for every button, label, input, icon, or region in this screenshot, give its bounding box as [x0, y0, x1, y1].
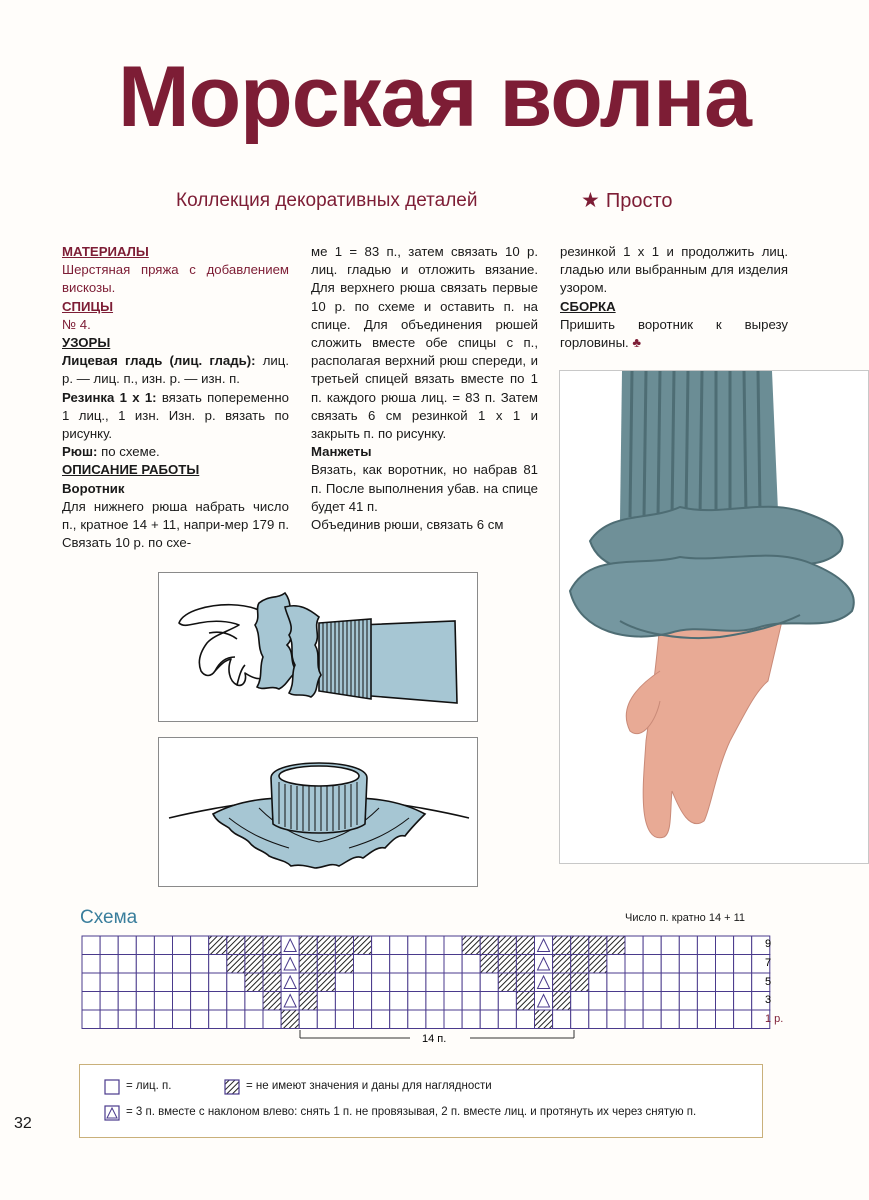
- collar-illustration: [158, 737, 478, 887]
- chart-cell-knit: [354, 992, 372, 1011]
- chart-cell-knit: [426, 936, 444, 955]
- collar-heading: Воротник: [62, 480, 125, 496]
- chart-cell-knit: [462, 1010, 480, 1029]
- chart-cell-knit: [498, 1010, 516, 1029]
- chart-cell-knit: [625, 992, 643, 1011]
- chart-cell-hatched: [516, 973, 534, 992]
- collar-text: Для нижнего рюша набрать число п., кратное 14 + 11, напри-мер 179 п. Связать 10 р. по схе-: [62, 498, 289, 551]
- chart-cell-hatched: [263, 936, 281, 955]
- chart-cell-knit: [354, 973, 372, 992]
- chart-cell-hatched: [480, 936, 498, 955]
- chart-cell-hatched: [480, 955, 498, 974]
- chart-cell-knit: [679, 955, 697, 974]
- chart-cell-knit: [697, 955, 715, 974]
- patterns-heading: УЗОРЫ: [62, 335, 111, 351]
- chart-cell-knit: [408, 973, 426, 992]
- chart-cell-hatched: [299, 936, 317, 955]
- chart-cell-knit: [444, 936, 462, 955]
- chart-cell-knit: [136, 973, 154, 992]
- chart-cell-hatched: [299, 973, 317, 992]
- chart-cell-knit: [697, 973, 715, 992]
- chart-cell-knit: [426, 1010, 444, 1029]
- chart-cell-hatched: [516, 936, 534, 955]
- chart-cell-knit: [118, 955, 136, 974]
- chart-cell-knit: [444, 1010, 462, 1029]
- chart-cell-hatched: [227, 936, 245, 955]
- chart-cell-knit: [661, 992, 679, 1011]
- chart-cell-knit: [426, 992, 444, 1011]
- stitch-multiple: Число п. кратно 14 + 11: [625, 912, 746, 924]
- chart-cell-knit: [643, 973, 661, 992]
- row-label-9: 9: [765, 938, 772, 950]
- chart-cell-knit: [516, 1010, 534, 1029]
- chart-cell-knit: [209, 992, 227, 1011]
- chart-cell-knit: [154, 955, 172, 974]
- chart-cell-knit: [82, 973, 100, 992]
- club-icon: ♣: [632, 335, 642, 351]
- chart-cell-hatched: [516, 992, 534, 1011]
- assembly-text: Пришить воротник к вырезу горловины.: [560, 316, 788, 351]
- chart-cell-hatched: [516, 955, 534, 974]
- star-icon: ★: [581, 189, 600, 212]
- chart-cell-hatched: [209, 936, 227, 955]
- chart-cell-knit: [154, 1010, 172, 1029]
- chart-cell-knit: [607, 973, 625, 992]
- chart-cell-knit: [173, 955, 191, 974]
- chart-cell-knit: [118, 992, 136, 1011]
- cuffs-text: Вязать, как воротник, но набрав 81 п. После выполнения убав. на спице будет 41 п.: [311, 462, 538, 514]
- chart-cell-knit: [390, 936, 408, 955]
- chart-cell-knit: [299, 1010, 317, 1029]
- cuffs-heading: Манжеты: [311, 444, 372, 460]
- work-heading: ОПИСАНИЕ РАБОТЫ: [62, 462, 200, 478]
- chart-cell-knit: [100, 992, 118, 1011]
- chart-cell-knit: [498, 992, 516, 1011]
- chart-cell-hatched: [317, 973, 335, 992]
- chart-cell-hatched: [535, 1010, 553, 1029]
- chart-cell-knit: [462, 992, 480, 1011]
- chart-cell-knit: [661, 973, 679, 992]
- needles-heading: СПИЦЫ: [62, 298, 114, 314]
- chart-cell-knit: [154, 973, 172, 992]
- chart-cell-knit: [100, 955, 118, 974]
- chart-cell-knit: [480, 992, 498, 1011]
- chart-cell-hatched: [317, 955, 335, 974]
- chart-cell-hatched: [589, 936, 607, 955]
- chart-cell-knit: [444, 955, 462, 974]
- decrease-symbol-icon: [104, 1105, 120, 1121]
- chart-cell-hatched: [571, 973, 589, 992]
- chart-cell-knit: [82, 936, 100, 955]
- chart-cell-hatched: [245, 973, 263, 992]
- chart-cell-knit: [625, 955, 643, 974]
- chart-cell-knit: [136, 936, 154, 955]
- chart-cell-knit: [209, 1010, 227, 1029]
- chart-cell-knit: [227, 992, 245, 1011]
- stockinette-label: Лицевая гладь (лиц. гладь):: [62, 353, 256, 369]
- chart-cell-knit: [408, 992, 426, 1011]
- chart-cell-hatched: [354, 936, 372, 955]
- chart-cell-knit: [679, 1010, 697, 1029]
- ruffle-label: Рюш:: [62, 444, 98, 460]
- knit-symbol-icon: [104, 1079, 120, 1095]
- chart-cell-hatched: [299, 955, 317, 974]
- chart-cell-knit: [697, 992, 715, 1011]
- chart-cell-knit: [82, 992, 100, 1011]
- chart-cell-knit: [100, 1010, 118, 1029]
- chart-cell-hatched: [553, 992, 571, 1011]
- ruffle-text: по схеме.: [101, 444, 160, 460]
- chart-cell-knit: [462, 973, 480, 992]
- chart-cell-knit: [408, 955, 426, 974]
- chart-cell-knit: [317, 1010, 335, 1029]
- chart-cell-hatched: [227, 955, 245, 974]
- chart-cell-knit: [480, 1010, 498, 1029]
- row-label-5: 5: [765, 976, 772, 988]
- chart-cell-hatched: [553, 973, 571, 992]
- chart-cell-knit: [390, 1010, 408, 1029]
- chart-cell-knit: [118, 1010, 136, 1029]
- rib-text: вязать попеременно 1 лиц., 1 изн. Изн. р. вязать по рисунку.: [62, 389, 289, 442]
- chart-cell-knit: [734, 1010, 752, 1029]
- chart-cell-knit: [209, 973, 227, 992]
- page-title: Морская волна: [117, 49, 751, 145]
- chart-cell-knit: [426, 955, 444, 974]
- legend-no-meaning: = не имеют значения и даны для наглядности: [246, 1080, 492, 1092]
- text-column-2: [311, 243, 538, 534]
- chart-cell-knit: [444, 992, 462, 1011]
- chart-cell-hatched: [281, 1010, 299, 1029]
- chart-cell-knit: [317, 992, 335, 1011]
- chart-cell-knit: [571, 1010, 589, 1029]
- schema-title: Схема: [80, 907, 138, 928]
- chart-cell-knit: [679, 992, 697, 1011]
- chart-cell-knit: [390, 992, 408, 1011]
- chart-cell-knit: [734, 936, 752, 955]
- chart-cell-knit: [154, 992, 172, 1011]
- chart-cell-knit: [661, 1010, 679, 1029]
- chart-cell-knit: [716, 1010, 734, 1029]
- text-column-1: [62, 243, 289, 552]
- chart-cell-knit: [589, 992, 607, 1011]
- collar-drawing: [159, 738, 477, 886]
- chart-cell-knit: [82, 955, 100, 974]
- chart-cell-knit: [426, 973, 444, 992]
- chart-cell-knit: [607, 992, 625, 1011]
- chart-cell-knit: [716, 936, 734, 955]
- chart-cell-hatched: [462, 936, 480, 955]
- chart-cell-knit: [643, 955, 661, 974]
- chart-cell-knit: [589, 1010, 607, 1029]
- cuff-drawing: [159, 573, 477, 721]
- chart-cell-knit: [136, 955, 154, 974]
- chart-cell-hatched: [335, 955, 353, 974]
- legend-box: [79, 1064, 763, 1138]
- row-label-1: 1 р.: [765, 1013, 784, 1025]
- chart-cell-knit: [372, 992, 390, 1011]
- chart-cell-knit: [625, 936, 643, 955]
- legend-knit: = лиц. п.: [126, 1080, 172, 1092]
- chart-cell-knit: [173, 973, 191, 992]
- materials-heading: МАТЕРИАЛЫ: [62, 244, 149, 259]
- chart-cell-knit: [100, 973, 118, 992]
- knitting-chart: [70, 930, 800, 1050]
- chart-cell-hatched: [263, 955, 281, 974]
- chart-cell-hatched: [263, 973, 281, 992]
- chart-cell-knit: [335, 1010, 353, 1029]
- chart-cell-knit: [697, 1010, 715, 1029]
- chart-cell-knit: [643, 1010, 661, 1029]
- chart-cell-hatched: [498, 955, 516, 974]
- chart-cell-knit: [191, 992, 209, 1011]
- chart-cell-hatched: [299, 992, 317, 1011]
- chart-cell-hatched: [335, 936, 353, 955]
- chart-cell-knit: [191, 955, 209, 974]
- cuffs-text-2: Объединив рюши, связать 6 см: [311, 517, 504, 533]
- chart-cell-knit: [734, 955, 752, 974]
- chart-cell-hatched: [498, 936, 516, 955]
- chart-cell-knit: [661, 936, 679, 955]
- chart-cell-knit: [136, 992, 154, 1011]
- chart-cell-knit: [643, 992, 661, 1011]
- page-number: 32: [14, 1115, 32, 1132]
- chart-cell-knit: [589, 973, 607, 992]
- chart-cell-knit: [480, 973, 498, 992]
- chart-cell-knit: [118, 973, 136, 992]
- chart-cell-knit: [679, 973, 697, 992]
- chart-cell-knit: [643, 936, 661, 955]
- chart-cell-knit: [191, 973, 209, 992]
- chart-cell-knit: [390, 973, 408, 992]
- chart-cell-hatched: [553, 936, 571, 955]
- row-label-7: 7: [765, 957, 772, 969]
- chart-cell-knit: [607, 1010, 625, 1029]
- chart-cell-hatched: [607, 936, 625, 955]
- chart-cell-knit: [227, 1010, 245, 1029]
- difficulty-label: Просто: [605, 190, 673, 212]
- chart-cell-knit: [354, 955, 372, 974]
- chart-cell-knit: [661, 955, 679, 974]
- chart-cell-knit: [335, 973, 353, 992]
- needles-text: № 4.: [62, 316, 91, 332]
- chart-cell-knit: [462, 955, 480, 974]
- chart-cell-knit: [607, 955, 625, 974]
- chart-cell-knit: [734, 992, 752, 1011]
- chart-cell-hatched: [571, 936, 589, 955]
- chart-cell-knit: [173, 992, 191, 1011]
- chart-cell-hatched: [571, 955, 589, 974]
- chart-cell-knit: [136, 1010, 154, 1029]
- materials-text: Шерстяная пряжа с добавлением вискозы.: [62, 262, 289, 296]
- cuffs-text-continued: резинкой 1 х 1 и продолжить лиц. гладью или выбранным для изделия узором.: [560, 244, 788, 296]
- chart-cell-knit: [209, 955, 227, 974]
- chart-cell-knit: [679, 936, 697, 955]
- cuff-illustration: [158, 572, 478, 722]
- chart-cell-knit: [390, 955, 408, 974]
- chart-cell-knit: [372, 936, 390, 955]
- difficulty-level: [581, 188, 673, 213]
- chart-cell-knit: [716, 973, 734, 992]
- chart-cell-hatched: [263, 992, 281, 1011]
- chart-cell-knit: [118, 936, 136, 955]
- rib-label: Резинка 1 х 1:: [62, 389, 157, 405]
- chart-cell-knit: [625, 973, 643, 992]
- chart-cell-knit: [173, 1010, 191, 1029]
- legend-decrease: = 3 п. вместе с наклоном влево: снять 1 п. не провязывая, 2 п. вместе лиц. и протянуть их через снятую п.: [126, 1106, 697, 1118]
- row-label-3: 3: [765, 994, 772, 1006]
- chart-cell-knit: [245, 992, 263, 1011]
- chart-cell-knit: [245, 1010, 263, 1029]
- chart-cell-knit: [697, 936, 715, 955]
- assembly-heading: СБОРКА: [560, 298, 616, 314]
- chart-cell-knit: [553, 1010, 571, 1029]
- chart-cell-knit: [408, 936, 426, 955]
- chart-cell-knit: [372, 955, 390, 974]
- chart-cell-knit: [734, 973, 752, 992]
- chart-cell-knit: [372, 1010, 390, 1029]
- stockinette-text: лиц. р. — лиц. п., изн. р. — изн. п.: [62, 353, 289, 387]
- chart-cell-knit: [154, 936, 172, 955]
- chart-cell-knit: [100, 936, 118, 955]
- chart-cell-hatched: [245, 955, 263, 974]
- chart-cell-knit: [372, 973, 390, 992]
- chart-cell-knit: [625, 1010, 643, 1029]
- chart-cell-knit: [408, 1010, 426, 1029]
- chart-cell-knit: [191, 936, 209, 955]
- chart-cell-hatched: [589, 955, 607, 974]
- hatched-symbol-icon: [224, 1079, 240, 1095]
- chart-cell-knit: [716, 955, 734, 974]
- chart-cell-knit: [191, 1010, 209, 1029]
- chart-cell-knit: [335, 992, 353, 1011]
- repeat-label: 14 п.: [422, 1033, 447, 1045]
- chart-cell-knit: [571, 992, 589, 1011]
- collar-text-continued: ме 1 = 83 п., затем связать 10 р. лиц. гладью и отложить вязание. Для верхнего рюша связать первые 10 р. по схеме и оставить п. на спице. Для объединения рюшей сложить вместе обе спицы с п., располагая верхний рюш спереди, и третьей спицей вязать вместе по 1 п. каждого рюша лиц. = 83 п. Затем связать 6 см резинкой 1 х 1 и закрыть п. по рисунку.: [311, 244, 538, 442]
- chart-cell-hatched: [245, 936, 263, 955]
- chart-cell-hatched: [317, 936, 335, 955]
- chart-cell-knit: [227, 973, 245, 992]
- chart-cell-knit: [173, 936, 191, 955]
- cuff-photo-image: [560, 371, 868, 863]
- chart-cell-hatched: [553, 955, 571, 974]
- chart-cell-knit: [716, 992, 734, 1011]
- text-column-3: [560, 243, 788, 352]
- subtitle: Коллекция декоративных деталей: [176, 190, 478, 211]
- chart-cell-knit: [354, 1010, 372, 1029]
- chart-cell-knit: [263, 1010, 281, 1029]
- chart-cell-knit: [444, 973, 462, 992]
- cuff-photo: [559, 370, 869, 864]
- chart-cell-knit: [82, 1010, 100, 1029]
- chart-cell-hatched: [498, 973, 516, 992]
